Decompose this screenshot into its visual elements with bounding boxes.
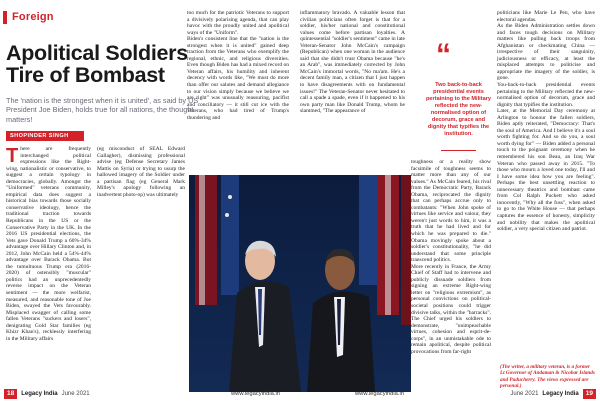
section-tag bbox=[3, 9, 54, 25]
flag-left bbox=[195, 175, 239, 305]
section-accent-bar bbox=[3, 11, 7, 24]
body-column-2: (eg misconduct of SEAL Edward Gallagher), dismissing professional advise (eg Defense Secretary James Mattis on Syria) or trying to usurp the hallowed imagery of the Soldier under a partisan flag (eg General Mark Milley's apology following an inadvertent photo-op) was ultimately bbox=[97, 146, 185, 198]
body-column-3: too much for the patriotic Veterans to support a divisively polarising agenda, that can play havoc with the proudly united and apolitical ways of the "Uniform". Biden's consistent line that the "nation is the strongest when it is united" gained deep traction from the Veterans who exemplify the regional, ethnic, and religious diversities. Even though Biden has had a mixed record on Veteran affairs, his humility and inherent decency with words like, "We must do more than offer our salutes and demand allegiance to our vision simply because we believe we are right" was unusually reassuring, pacifist and conciliatory — it still cut ice with the Veterans, who had tired of Trump's thundering and bbox=[187, 10, 289, 121]
article-deck: The 'nation is the strongest when it is united', as said by US President Joe Biden, holds true for all nations, the thought matters! bbox=[6, 96, 199, 124]
author-byline: SHOPINDER SINGH bbox=[6, 131, 84, 141]
website-left[interactable]: www.legacyindia.in bbox=[231, 391, 280, 397]
page-number-right: 19 bbox=[583, 389, 596, 399]
publication-name-right: Legacy India bbox=[542, 391, 579, 397]
quote-mark-icon: “ bbox=[436, 38, 451, 71]
photo-illustration bbox=[189, 175, 411, 392]
publication-name-left: Legacy India bbox=[21, 391, 58, 397]
page-number-left: 18 bbox=[4, 389, 17, 399]
drop-cap: T bbox=[6, 145, 19, 167]
pull-quote-divider bbox=[441, 150, 476, 151]
issue-date-right: June 2021 bbox=[510, 391, 539, 397]
body-column-1 bbox=[6, 146, 91, 342]
footer-right bbox=[510, 389, 596, 399]
website-right[interactable]: www.legacyindia.in bbox=[355, 391, 404, 397]
body-column-4: inflammatory bravado. A valuable lesson that civilian politicians often forget is that for a soldier, his/her national and constitutional values come before partisan loyalties. A quintessential "soldier's sentiment" came in late Veteran-Senator John McCain's campaign (Republican) when one woman in the audience said that she didn't trust Obama because "he's an Arab", was immediately corrected by John McCain's immortal words, "No ma'am. He's a decent family man, a citizen that I just happen to have disagreements with on fundamental issues!" The Veteran-Senator never hesitated to call a spade a spade, even if it happened to his own party man like Donald Trump, whom he slammed, "The appearance of bbox=[300, 10, 405, 115]
article-photo bbox=[189, 175, 411, 392]
footer-left bbox=[4, 389, 90, 399]
body-column-6: politicians like Marie Le Pen, who have electoral agendas. As the Biden Administration settles down and faces tough decisions on Military matters like pulling back troops from Afghanistan or checkmating China — irrespective of their sanguinity, judiciousness or efficacy, at least the misplaced attempts to politicise and appropriate the imagery of the soldier, is gone. You-back-to-back presidential events pertaining to the Military reflected the new-normalised option of decorum, grace and dignity that typifies the institution. Later, at the Memorial Day ceremony at Arlington to honour the fallen soldiers, Biden aptly reiterated, "Democracy: That's the soul of America. And I believe it's a soul worth fighting for. And so do you, a soul worth dying for" — Biden added a personal touch to the poignant ceremony when he remembered his son Beau, an Iraq War Veteran who passed away in 2015. "To those who mourn a loved one today, I'll and I have some idea how you are feeling". Perhaps the best unsettling reaction to unnecessary theatrics and bombast came from Col Ralph Puckett who asked innocently, "Why all the fuss", when asked to go to the White House — that perhaps captures the essence of honesty, simplicity and nobility that makes the apolitical soldier, a very special citizen and patriot. bbox=[497, 10, 595, 233]
body-column-1-text: here are frequently interchanged political expressions like the Right-wing, nationalistic or conservative, to suggest a certain typology in democracies, globally. Amongst the "Uniformed" veterans community, empirical data does suggest a historical bias towards those socially conservative ideology, hence the traditional traction towards Republicans in the US or the Conservative Party in the UK. In the 2016 US presidential elections, the Vets gave Donald Trump a 60%-34% advantage over Hillary Clinton and, in 2012, John McCain held a 54%-44% advantage over Barack Obama. But the tumultuous Trump era (2016-2020) of ostensibly "muscular" politics had an unprecedentedly reverse impact on the Veteran sentiment — the more welfarist, measured, and reasonable tone of Joe Biden, swayed the Vets favourably. Misplaced swagger of calling some fallen Veterans "suckers and losers", denigrating Gold Star families (eg Khizr Khan's), recklessly interfering in the Military affairs bbox=[6, 146, 91, 342]
body-column-5: toughness or a reality show facsimile of toughness seems to matter more than any of our values." As McCain feared, his rival from the Democratic Party, Barack Obama, reciprocated the dignity that can perhaps accrue only to combatants: "When John spoke of virtues like service and valour, they weren't just words to him, it was a truth that he had lived and for which he was prepared to die." Obama movingly spoke about a soldier's constitutionality, "he did understand that some principle transcend politics. More recently in France, the Army Chief of Staff had to intervene and publicly dissuade soldiers from signing an extreme Right-wing letter on "religious extremism", as personal convictions on political-societal positions could trigger divisive talks, within the "barracks". The Chief urged his soldiers to demonstrate, "unimpeachable virtues, cohesion and esprit-de-corps", in an unmistakable ode to remain apolitical, despite political provocations from far-right bbox=[411, 159, 491, 355]
issue-date-left: June 2021 bbox=[61, 391, 90, 397]
pull-quote: Two back-to-back presidential events pertaining to the Military reflected the new-normalised option of decorum, grace and dignity that typifies the institution. bbox=[426, 82, 491, 137]
article-headline: Apolitical Soldiers Tire of Bombast bbox=[6, 41, 188, 87]
author-bio: (The writer, a military veteran, is a former Lt Governor of Andaman & Nicobar Islands and Puducherry. The views expressed are personal.) bbox=[500, 364, 595, 390]
section-label: Foreign bbox=[12, 11, 54, 23]
